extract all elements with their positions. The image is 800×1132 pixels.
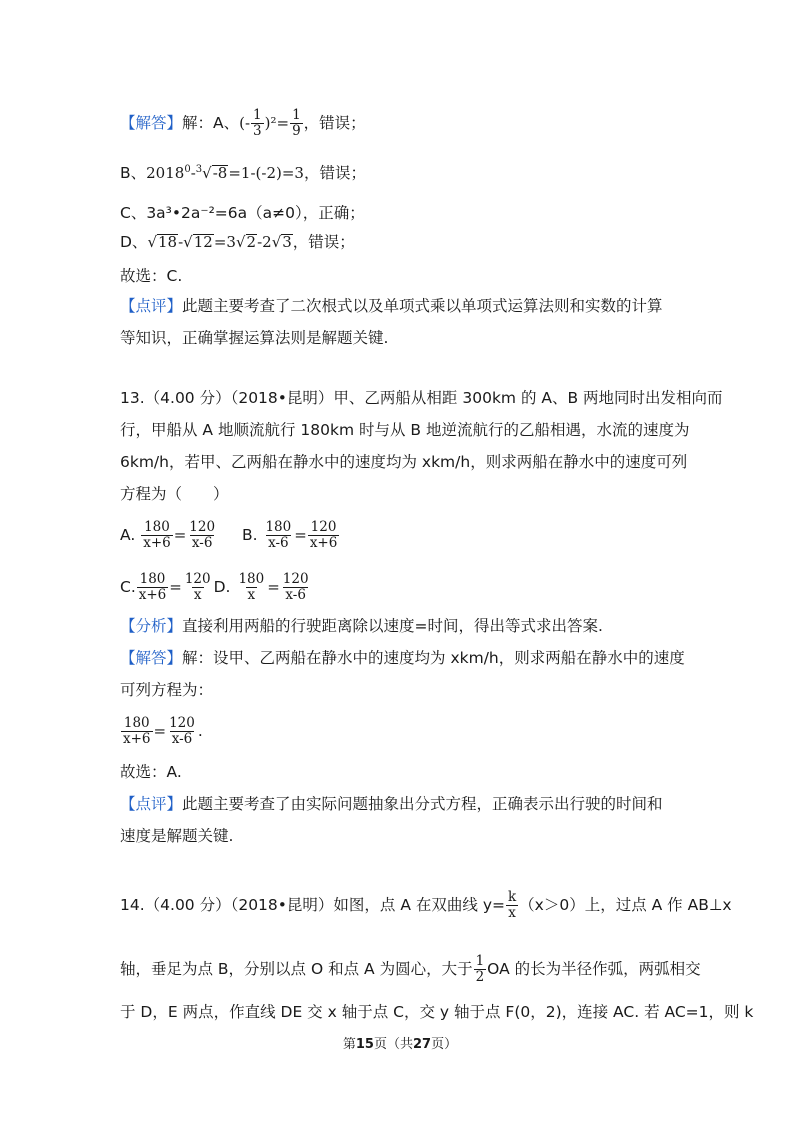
q13-analysis: 【分析】直接利用两船的行驶距离除以速度=时间，得出等式求出答案. [120,617,603,635]
sol12-line-a: 【解答】解：A、(- $\frac{1}{3}$ )²= $\frac{1}{9}$ ，错误； [120,107,366,139]
fraction: $\frac{1}{9}$ [292,107,301,139]
fraction: $\frac{1}{3}$ [253,107,262,139]
fraction: $\frac{120}{x-6}$ [169,715,195,747]
option-a-label: A. [120,526,136,544]
q13-answer-2: 可列方程为： [120,681,214,699]
option-b-label: B. [241,526,258,544]
fraction: $\frac{120}{x+6}$ [309,519,338,551]
q13-line-3: 6km/h，若甲、乙两船在静水中的速度均为 xkm/h，则求两船在静水中的速度可列 [120,453,688,471]
fraction: $\frac{180}{x+6}$ [143,519,171,551]
q13-line-1: 13.（4.00 分）（2018•昆明）甲、乙两船从相距 300km 的 A、B 两地同时出发相向而 [120,389,723,407]
option-d-label: D. [213,578,231,596]
review-tag: 【点评】 [120,297,183,315]
q13-review-1: 【点评】此题主要考查了由实际问题抽象出分式方程，正确表示出行驶的时间和 [120,795,663,813]
q13-line-4: 方程为（ ） [120,485,229,503]
q13-answer-equation: $\frac{180}{x+6}$ = $\frac{120}{x-6}$ . [123,715,203,747]
sol12-line-c: C、3a³•2a⁻²=6a（a≠0），正确； [120,204,365,222]
fraction: $\frac{1}{2}$ [475,953,485,985]
q13-line-2: 行，甲船从 A 地顺流航行 180km 时与从 B 地逆流航行的乙船相遇，水流的速度为 [120,421,690,439]
option-c-label: C. [120,578,136,596]
sol12-line-b: B、$2018^0-^3√-8=1-(-2)=3$，错误； [120,164,366,183]
page-number: 15 [355,1037,374,1052]
sol12-review-2: 等知识，正确掌握运算法则是解题关键. [120,329,389,347]
fraction: $\frac{120}{x}$ [184,571,211,603]
answer-tag: 【解答】 [120,649,183,667]
fraction: $\frac{180}{x-6}$ [265,519,292,551]
q13-options-ab: A. $\frac{180}{x+6}$ = $\frac{120}{x-6}$ B. $\frac{180}{x-6}$ = $\frac{120}{x+6}$ [120,519,338,551]
sol12-choose: 故选：C. [120,267,183,285]
radicand: -8 [212,164,228,183]
analysis-tag: 【分析】 [120,617,183,635]
fraction: $\frac{180}{x+6}$ [123,715,151,747]
q13-choose: 故选：A. [120,763,182,781]
sol12-review-1: 【点评】此题主要考查了二次根式以及单项式乘以单项式运算法则和实数的计算 [120,297,663,315]
q13-review-2: 速度是解题关键. [120,827,234,845]
q13-options-cd: C. $\frac{180}{x+6}$ = $\frac{120}{x}$ D. $\frac{180}{x}$ = $\frac{120}{x-6}$ [120,571,309,603]
review-tag: 【点评】 [120,795,183,813]
q13-answer-1: 【解答】解：设甲、乙两船在静水中的速度均为 xkm/h，则求两船在静水中的速度 [120,649,685,667]
q14-line-2: 轴，垂足为点 B，分别以点 O 和点 A 为圆心，大于 $\frac{1}{2}$ OA 的长为半径作弧，两弧相交 [120,953,701,985]
answer-tag: 【解答】 [120,114,183,132]
page-total: 27 [413,1037,432,1052]
fraction: $\frac{120}{x-6}$ [282,571,309,603]
fraction: $\frac{k}{x}$ [507,889,517,921]
page-footer: 第15页（共27页） [342,1037,458,1052]
fraction: $\frac{120}{x-6}$ [189,519,216,551]
q14-line-3: 于 D，E 两点，作直线 DE 交 x 轴于点 C，交 y 轴于点 F(0，2)，连接 AC. 若 AC=1，则 k [120,1003,754,1021]
q14-line-1: 14.（4.00 分）（2018•昆明）如图，点 A 在双曲线 y= $\frac{k}{x}$ （x＞0）上，过点 A 作 AB⊥x [120,889,732,921]
fraction: $\frac{180}{x}$ [238,571,265,603]
sol12-line-d: D、√18-√12=3√2-2√3，错误； [120,233,355,251]
fraction: $\frac{180}{x+6}$ [138,571,167,603]
